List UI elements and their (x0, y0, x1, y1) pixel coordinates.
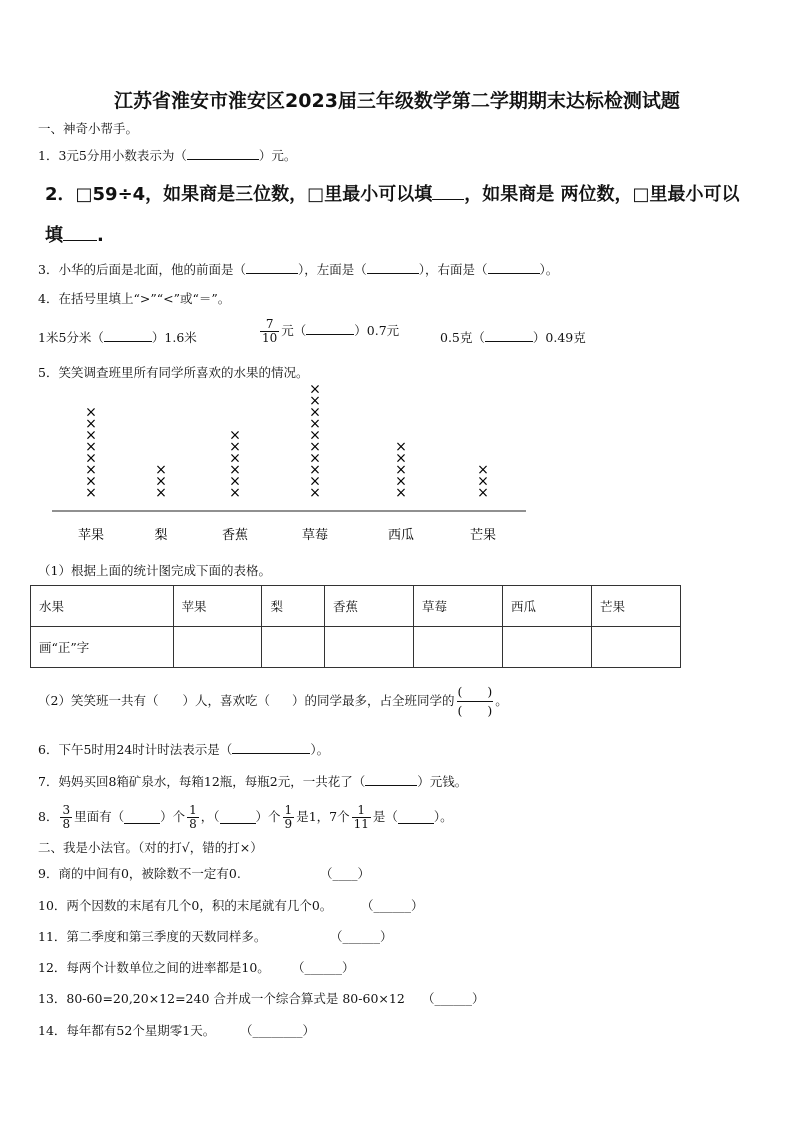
q4-c3-blank[interactable] (485, 329, 533, 342)
q12-answer-bracket[interactable]: （______） (292, 960, 355, 975)
cross-mark: × (309, 450, 321, 467)
q8-text-a: 里面有（ (74, 809, 125, 824)
question-1 (38, 147, 296, 164)
cross-mark: × (229, 427, 241, 444)
question-7 (38, 773, 467, 790)
q5-2-text-a: （2）笑笑班一共有（ (38, 693, 159, 708)
cross-mark: × (85, 450, 97, 467)
q7-text-b: ）元钱。 (417, 774, 468, 789)
section-1-heading: 一、神奇小帮手。 (38, 121, 139, 136)
cross-mark: × (85, 473, 97, 490)
q1-pre: 1．3元5分用小数表示为（ (38, 148, 187, 163)
q4-c3-left: 0.5克（ (440, 330, 485, 345)
q4-c1-right: ）1.6米 (151, 330, 197, 345)
cross-mark: × (85, 427, 97, 444)
cross-mark: × (309, 416, 321, 432)
q8-text-e: 是1，7个 (296, 809, 350, 824)
q3-blank-left[interactable] (367, 261, 419, 274)
cross-mark: × (309, 427, 321, 444)
question-6 (38, 741, 329, 758)
cross-mark: × (309, 393, 321, 409)
q8-text-g: ）。 (433, 809, 453, 824)
q4-c1-left: 1米5分米（ (38, 330, 104, 345)
q4-c2-left: 元（ (281, 323, 307, 338)
table-answer-cell[interactable] (591, 627, 680, 668)
fruit-cross-chart (40, 385, 540, 550)
q2-blank-1[interactable] (432, 183, 464, 200)
fraction-1-11: $\frac{1}{11}$ (353, 802, 369, 831)
cross-mark: × (395, 485, 407, 501)
q9-answer-bracket[interactable]: （____） (320, 866, 371, 881)
q4-c3-right: ）0.49克 (532, 330, 586, 345)
q11-answer-bracket[interactable]: （______） (330, 929, 393, 944)
cross-mark: × (477, 485, 489, 501)
question-4: 4．在括号里填上“>”“<”或“＝”。 (38, 291, 231, 306)
q2-text-d: . (97, 225, 104, 246)
question-5: 5．笑笑调查班里所有同学所喜欢的水果的情况。 (38, 365, 309, 380)
q6-text-a: 6．下午5时用24时计时法表示是（ (38, 742, 233, 757)
q8-number: 8． (38, 809, 59, 824)
fraction-7-10: $\frac{7}{10}$ (262, 317, 278, 345)
cross-mark: × (309, 385, 321, 398)
table-answer-cell[interactable] (413, 627, 502, 668)
cross-mark: × (395, 450, 407, 467)
q8-blank-1[interactable] (124, 811, 160, 824)
q4-c2-right: ）0.7元 (354, 323, 400, 338)
question-10: 10．两个因数的末尾有几个0，积的末尾就有几个0。 (38, 898, 333, 913)
category-label: 梨 (154, 528, 168, 543)
cross-mark: × (309, 439, 321, 455)
q8-text-b: ）个 (160, 809, 186, 824)
q8-text-d: ）个 (255, 809, 281, 824)
question-13: 13．80-60=20,20×12=240 合并成一个综合算式是 80-60×12 (38, 991, 405, 1006)
q5-2-fraction-blank[interactable]: $\frac{( )}{( )}$ (457, 683, 493, 718)
cross-mark: × (155, 462, 167, 478)
table-row-label: 画“正”字 (31, 627, 174, 668)
cross-mark: × (309, 462, 321, 478)
question-11: 11．第二季度和第三季度的天数同样多。 (38, 929, 267, 944)
q8-blank-2[interactable] (220, 811, 256, 824)
q6-text-b: ）。 (310, 742, 330, 757)
category-label: 香蕉 (221, 528, 249, 543)
cross-mark: × (229, 450, 241, 467)
cross-mark: × (395, 462, 407, 478)
fraction-3-8: $\frac{3}{8}$ (62, 802, 71, 831)
table-header-cell: 芒果 (591, 586, 680, 627)
question-14: 14．每年都有52个星期零1天。 (38, 1023, 216, 1038)
cross-mark: × (309, 485, 321, 501)
q3-text-b: ），左面是（ (297, 262, 367, 277)
cross-mark: × (309, 473, 321, 490)
question-3 (38, 261, 558, 278)
category-label: 芒果 (469, 528, 497, 543)
cross-mark: × (85, 404, 97, 421)
table-header-cell: 苹果 (173, 586, 262, 627)
question-8 (38, 799, 453, 835)
q3-text-c: ），右面是（ (418, 262, 488, 277)
q7-blank[interactable] (365, 773, 417, 786)
cross-mark: × (155, 473, 167, 490)
cross-mark: × (477, 473, 489, 490)
q2-text-a: 2．□59÷4，如果商是三位数，□里最小可以填 (45, 184, 433, 205)
q3-blank-front[interactable] (246, 261, 298, 274)
q1-post: ）元。 (258, 148, 297, 163)
q4-c1-blank[interactable] (104, 329, 152, 342)
cross-mark: × (85, 485, 97, 501)
table-header-cell: 香蕉 (325, 586, 414, 627)
q7-text-a: 7．妈妈买回8箱矿泉水，每箱12瓶，每瓶2元，一共花了（ (38, 774, 366, 789)
q5-2-text-d: 。 (495, 693, 508, 708)
cross-mark: × (309, 404, 321, 421)
table-header-row (31, 586, 681, 627)
q2-text-c: 填 (45, 225, 63, 246)
q10-answer-bracket[interactable]: （______） (361, 898, 424, 913)
cross-mark: × (85, 416, 97, 432)
table-header-cell: 水果 (31, 586, 174, 627)
q4-c2-blank[interactable] (306, 322, 354, 335)
table-row (31, 627, 681, 668)
cross-mark: × (395, 473, 407, 490)
section-2-heading: 二、我是小法官。（对的打√，错的打×） (38, 840, 263, 855)
q14-answer-bracket[interactable]: （________） (240, 1023, 316, 1038)
q3-text-d: ）。 (539, 262, 559, 277)
cross-mark: × (229, 439, 241, 455)
fraction-1-8: $\frac{1}{8}$ (189, 802, 197, 831)
q2-text-b: ，如果商是 两位数，□里最小可以 (464, 184, 740, 205)
cross-mark: × (85, 462, 97, 478)
cross-mark: × (85, 439, 97, 455)
q6-blank[interactable] (232, 741, 310, 754)
question-12: 12．每两个计数单位之间的进率都是10。 (38, 960, 270, 975)
table-header-cell: 梨 (262, 586, 325, 627)
table-answer-cell[interactable] (502, 627, 591, 668)
cross-mark: × (229, 485, 241, 501)
q4-compare-2 (258, 318, 399, 345)
category-label: 草莓 (301, 528, 329, 543)
question-5-part-2 (38, 680, 508, 722)
page-title: 江苏省淮安市淮安区2023届三年级数学第二学期期末达标检测试题 (114, 90, 680, 112)
q8-blank-3[interactable] (398, 811, 434, 824)
q4-compare-3 (440, 329, 586, 346)
category-label: 苹果 (77, 528, 105, 543)
cross-mark: × (229, 473, 241, 490)
table-header-cell: 西瓜 (502, 586, 591, 627)
q4-compare-1 (38, 329, 197, 346)
cross-mark: × (395, 439, 407, 455)
q8-text-c: ，（ (200, 809, 220, 824)
question-2-line1 (45, 180, 739, 206)
question-2-line2 (45, 221, 104, 247)
fruit-tally-table (30, 585, 681, 668)
q1-answer-blank[interactable] (187, 147, 259, 160)
cross-mark: × (229, 462, 241, 478)
table-header-cell: 草莓 (413, 586, 502, 627)
cross-mark: × (155, 485, 167, 501)
q2-blank-2[interactable] (63, 224, 97, 241)
fraction-1-9: $\frac{1}{9}$ (284, 802, 293, 831)
table-answer-cell[interactable] (325, 627, 414, 668)
q3-blank-right[interactable] (488, 261, 540, 274)
table-answer-cell[interactable] (262, 627, 325, 668)
q5-2-text-c: ）的同学最多，占全班同学的 (291, 693, 455, 708)
q5-2-text-b: ）人，喜欢吃（ (182, 693, 270, 708)
question-5-part-1: （1）根据上面的统计图完成下面的表格。 (38, 563, 271, 578)
q3-text-a: 3．小华的后面是北面，他的前面是（ (38, 262, 246, 277)
q13-answer-bracket[interactable]: （______） (422, 991, 485, 1006)
table-answer-cell[interactable] (173, 627, 262, 668)
q8-text-f: 是（ (372, 809, 398, 824)
question-9: 9．商的中间有0，被除数不一定有0. (38, 866, 241, 881)
cross-mark: × (477, 462, 489, 478)
category-label: 西瓜 (387, 528, 415, 543)
